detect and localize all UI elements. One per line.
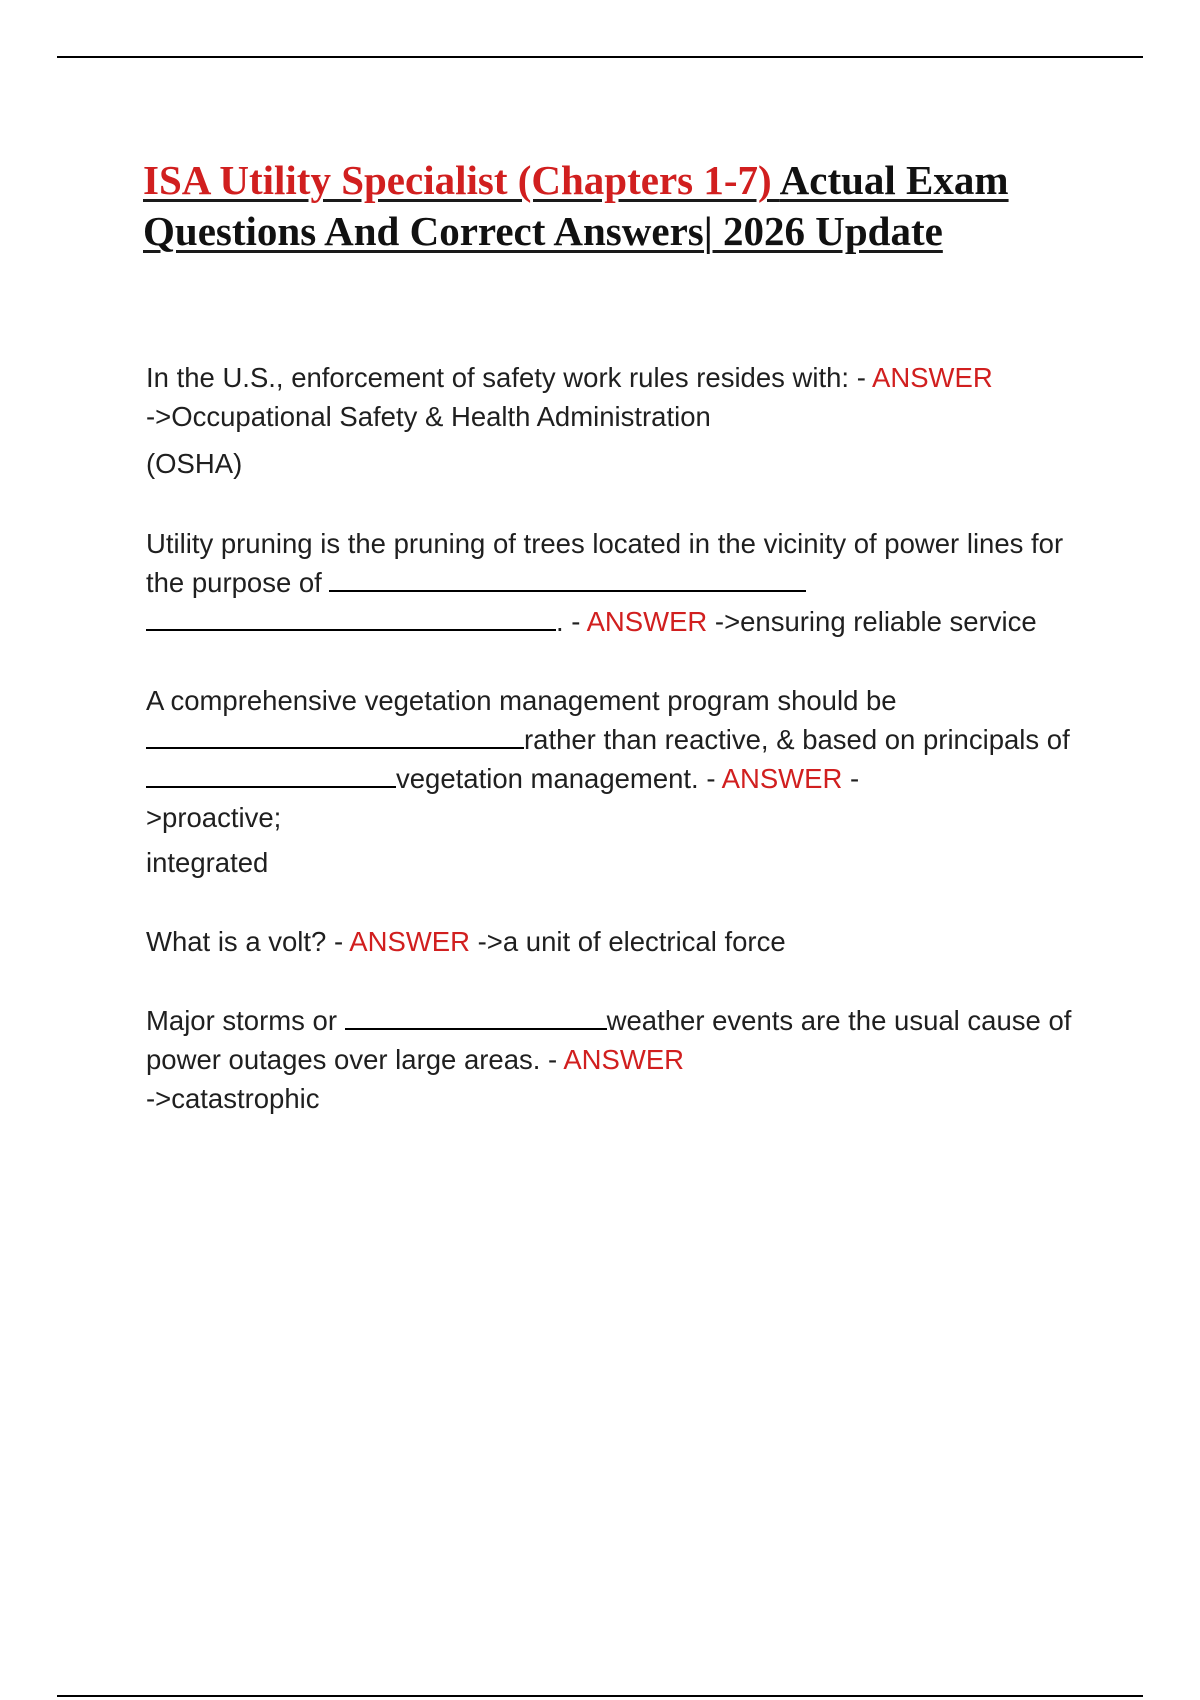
- answer-text: ->Occupational Safety & Health Administration: [146, 401, 711, 432]
- answer-label: ANSWER: [563, 1044, 685, 1075]
- answer-label: ANSWER: [721, 763, 843, 794]
- title-red-part: ISA Utility Specialist (Chapters 1-7): [143, 157, 780, 203]
- fill-in-blank: [345, 1004, 607, 1030]
- question-text: A comprehensive vegetation management program should be: [146, 685, 897, 716]
- document-title: [143, 155, 1103, 257]
- top-rule: [57, 56, 1143, 58]
- question-text: What is a volt? -: [146, 926, 350, 957]
- question-text: vegetation management. -: [396, 763, 722, 794]
- question-text-end: . -: [556, 606, 587, 637]
- qa-item-3: [146, 681, 1086, 882]
- question-text: In the U.S., enforcement of safety work rules resides with: -: [146, 362, 872, 393]
- answer-text: ->a unit of electrical force: [469, 926, 786, 957]
- answer-text: ->catastrophic: [146, 1083, 320, 1114]
- answer-label: ANSWER: [349, 926, 470, 957]
- qa-item-5: [146, 1001, 1086, 1118]
- answer-text: >proactive;: [146, 802, 282, 833]
- fill-in-blank: [146, 605, 556, 631]
- answer-extra: integrated: [146, 847, 269, 878]
- answer-label: ANSWER: [586, 606, 708, 637]
- answer-dash: -: [842, 763, 860, 794]
- qa-item-4: [146, 922, 1086, 961]
- answer-label: ANSWER: [872, 362, 993, 393]
- answer-extra: (OSHA): [146, 448, 243, 479]
- qa-item-1: [146, 358, 1086, 483]
- qa-item-2: [146, 524, 1086, 641]
- question-text: weather events are the usual cause of power outages over large areas. -: [146, 1005, 1072, 1075]
- fill-in-blank: [329, 566, 806, 592]
- title-black-part: Actual Exam Questions And Correct Answers| 2026 Update: [143, 157, 1009, 254]
- fill-in-blank: [146, 762, 396, 788]
- answer-text: ->ensuring reliable service: [707, 606, 1037, 637]
- qa-content: [146, 358, 1086, 1118]
- question-text: Utility pruning is the pruning of trees located in the vicinity of power lines for the purpose of: [146, 528, 1064, 598]
- question-text: Major storms or: [146, 1005, 345, 1036]
- question-text: rather than reactive, & based on principals of: [524, 724, 1070, 755]
- fill-in-blank: [146, 723, 524, 749]
- bottom-rule: [57, 1695, 1143, 1697]
